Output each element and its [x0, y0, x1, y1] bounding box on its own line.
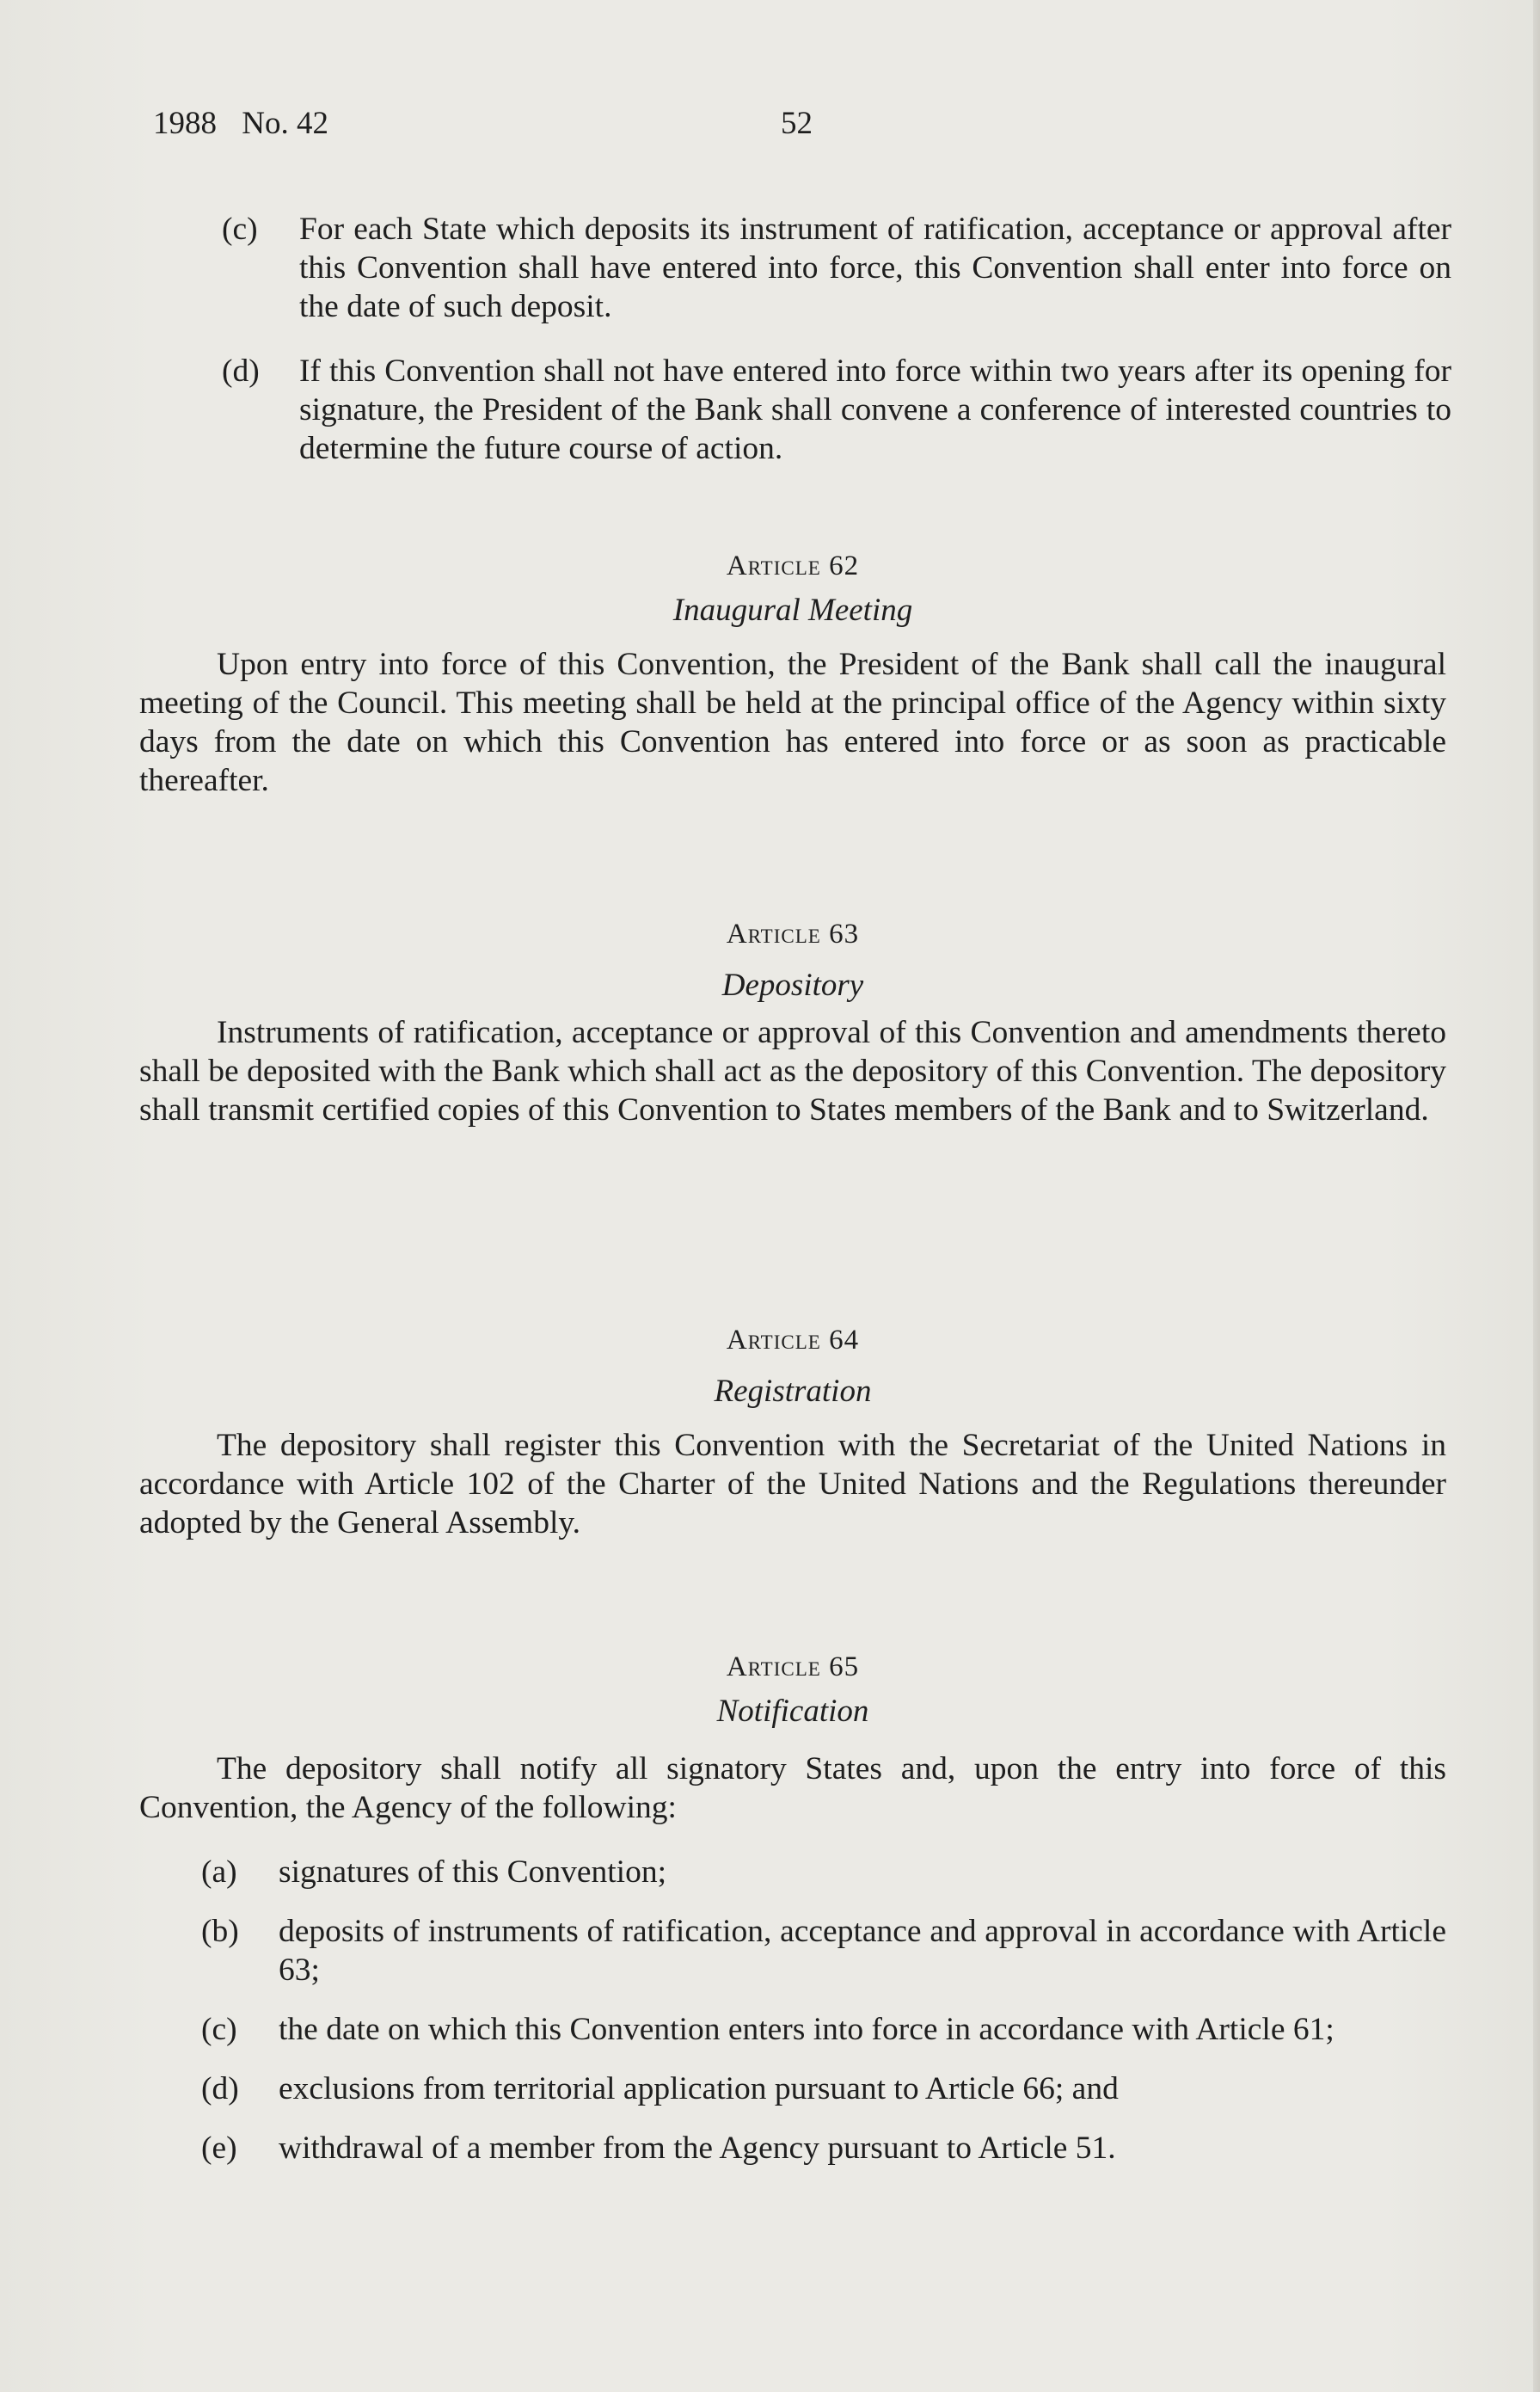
- page-header: [153, 105, 328, 142]
- list-item: [201, 1853, 1446, 1891]
- list-item: [222, 210, 1451, 326]
- article-text: Instruments of ratification, acceptance or approval of this Convention and amendments thereto shall be deposited with the Bank which shall act as the depository of this Convention. The depository shall transmit certified copies of this Convention to States members of the Bank and to Switzerland.: [139, 1015, 1446, 1128]
- item-text: For each State which deposits its instrument of ratification, acceptance or approval after this Convention shall have entered into force, this Convention shall enter into force on the date of such deposit.: [299, 212, 1451, 324]
- article-title: Inaugural Meeting: [672, 593, 913, 628]
- list-item: [201, 2129, 1446, 2168]
- article-heading: Article 63: [726, 919, 860, 950]
- item-label: (e): [201, 2131, 237, 2166]
- article-title: Registration: [714, 1374, 872, 1409]
- list-item: [201, 1912, 1446, 1989]
- item-label: (a): [201, 1854, 237, 1890]
- item-text: signatures of this Convention;: [279, 1854, 667, 1890]
- item-text: exclusions from territorial application pursuant to Article 66; and: [279, 2071, 1119, 2106]
- notification-list: [139, 1853, 1446, 2168]
- article-heading: Article 64: [726, 1325, 860, 1356]
- item-label: (c): [201, 2012, 237, 2047]
- item-text: the date on which this Convention enters into force in accordance with Article 61;: [279, 2012, 1334, 2047]
- article-text: The depository shall register this Convention with the Secretariat of the United Nations in accordance with Article 102 of the Charter of the United Nations and the Regulations thereunder adopted by the General Assembly.: [139, 1428, 1446, 1540]
- item-label: (b): [201, 1914, 239, 1949]
- list-item: [201, 2069, 1446, 2108]
- item-text: If this Convention shall not have entered into force within two years after its opening for signature, the President of the Bank shall convene a conference of interested countries to determine the future course of action.: [299, 354, 1451, 466]
- page-number: 52: [781, 106, 813, 141]
- article-title: Depository: [721, 968, 864, 1003]
- article-text: The depository shall notify all signatory States and, upon the entry into force of this Convention, the Agency of the following:: [139, 1751, 1446, 1825]
- items-top: [222, 210, 1451, 494]
- list-item: [222, 352, 1451, 468]
- list-item: [201, 2010, 1446, 2049]
- item-label: (d): [222, 354, 260, 389]
- article-63: [139, 915, 1446, 1129]
- article-62: [139, 547, 1446, 800]
- article-65: [139, 1648, 1446, 2188]
- item-text: deposits of instruments of ratification, acceptance and approval in accordance with Article 63;: [279, 1914, 1446, 1988]
- article-heading: Article 62: [726, 550, 860, 581]
- item-text: withdrawal of a member from the Agency pursuant to Article 51.: [279, 2131, 1116, 2166]
- article-64: [139, 1321, 1446, 1542]
- article-text: Upon entry into force of this Convention, the President of the Bank shall call the inaugural meeting of the Council. This meeting shall be held at the principal office of the Agency within sixty days from the date on which this Convention has entered into force or as soon as practicable thereafter.: [139, 647, 1446, 798]
- item-label: (d): [201, 2071, 239, 2106]
- page-edge: [1533, 0, 1540, 2392]
- header-year: 1988: [153, 106, 217, 141]
- header-number: No. 42: [242, 106, 328, 141]
- article-heading: Article 65: [726, 1651, 860, 1682]
- article-title: Notification: [716, 1694, 869, 1729]
- item-label: (c): [222, 212, 258, 247]
